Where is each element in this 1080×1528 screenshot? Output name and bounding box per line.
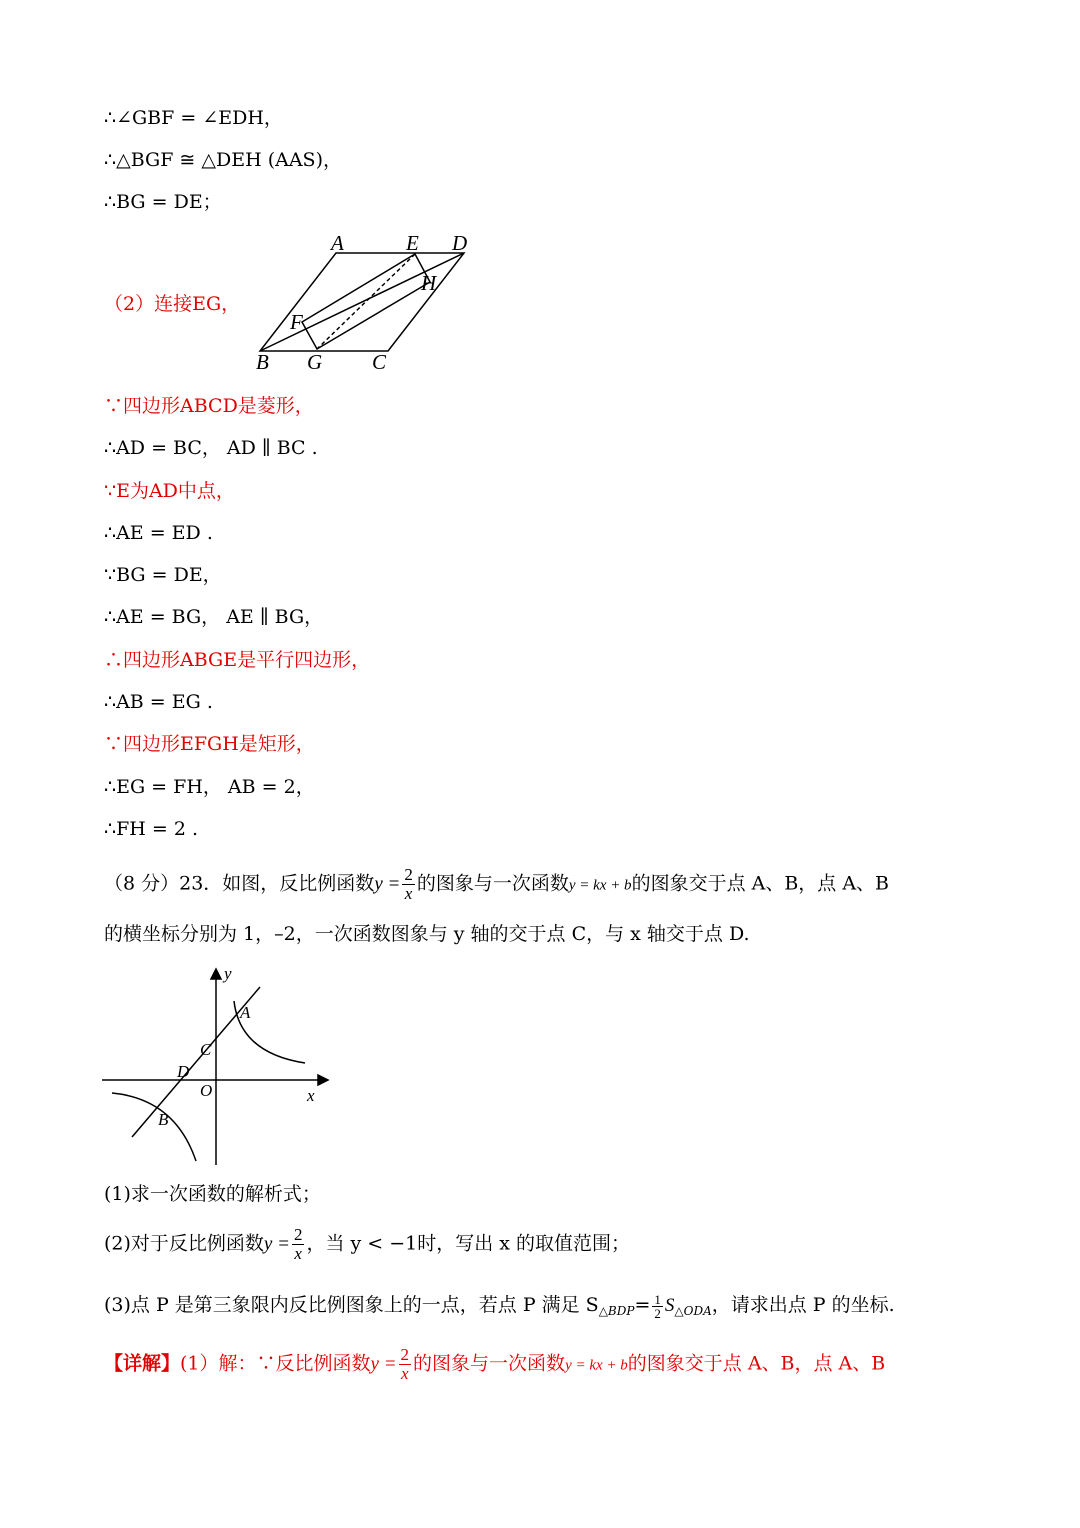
rectangle-efgh bbox=[302, 254, 430, 349]
proof-line bbox=[104, 477, 235, 505]
denominator: 2 bbox=[654, 1305, 661, 1321]
numerator: 2 bbox=[293, 1225, 303, 1244]
label-o: O bbox=[200, 1081, 213, 1100]
text: (1）解：∵反比例函数 bbox=[180, 1352, 371, 1375]
fraction-half bbox=[652, 1293, 663, 1320]
text: ∴AD = BC， AD ∥ BC . bbox=[104, 437, 318, 459]
proof-line bbox=[104, 688, 213, 716]
text: (3)点 P 是第三象限内反比例图象上的一点，若点 P 满足 S bbox=[104, 1294, 599, 1316]
text: (1)求一次函数的解析式； bbox=[104, 1183, 321, 1205]
diagonal-bd bbox=[260, 253, 464, 351]
x-arrow bbox=[318, 1075, 328, 1085]
rhombus-figure bbox=[250, 230, 480, 375]
proof-line bbox=[104, 730, 315, 758]
text: ∴AE = ED . bbox=[104, 522, 213, 544]
proof-line bbox=[104, 146, 342, 174]
function-graph bbox=[100, 965, 330, 1165]
label-h: H bbox=[421, 271, 437, 295]
label-d: D bbox=[177, 1062, 190, 1081]
proof-line bbox=[104, 603, 323, 631]
label-c: C bbox=[372, 350, 387, 374]
text: ，请求出点 P 的坐标. bbox=[711, 1294, 895, 1316]
label-d: D bbox=[452, 231, 468, 255]
question-23-line1 bbox=[104, 866, 889, 903]
fraction bbox=[399, 1346, 412, 1383]
proof-line bbox=[104, 188, 222, 216]
text: ∴AE = BG， AE ∥ BG， bbox=[104, 606, 324, 628]
linear: y = kx + b bbox=[565, 1357, 628, 1374]
text: （2）连接EG， bbox=[104, 293, 241, 315]
proof-line bbox=[104, 773, 315, 801]
text: (2)对于反比例函数 bbox=[104, 1232, 264, 1255]
y-arrow bbox=[211, 969, 221, 979]
proof-line bbox=[104, 392, 314, 420]
fraction bbox=[292, 1226, 305, 1263]
proof-line bbox=[104, 561, 222, 589]
s-symbol: S bbox=[664, 1295, 675, 1316]
detail-tag: 【详解】 bbox=[104, 1352, 181, 1375]
text: 的图象交于点 A、B，点 A、B bbox=[627, 1352, 886, 1375]
label-y: y bbox=[224, 965, 232, 983]
text: ∵BG = DE， bbox=[104, 564, 222, 586]
sub-question-2 bbox=[104, 1226, 630, 1263]
label-f: F bbox=[290, 310, 303, 334]
proof-line bbox=[104, 646, 370, 674]
question-23-line2 bbox=[104, 920, 750, 948]
text: ∴FH = 2 . bbox=[104, 818, 199, 840]
label-b: B bbox=[256, 350, 269, 374]
yeq: y = bbox=[370, 1353, 397, 1375]
text: ∵E为AD中点， bbox=[104, 480, 235, 502]
q23-mid1: 的图象与一次函数 bbox=[416, 872, 569, 895]
fraction bbox=[402, 866, 415, 903]
label-c: C bbox=[200, 1040, 212, 1059]
text: ∴EG = FH， AB = 2， bbox=[104, 776, 315, 798]
proof-line bbox=[104, 815, 198, 843]
text: ，当 y < −1时，写出 x 的取值范围； bbox=[306, 1232, 631, 1255]
label-g: G bbox=[307, 350, 323, 374]
sub-question-1 bbox=[104, 1180, 321, 1208]
proof-line bbox=[104, 104, 283, 132]
numerator: 2 bbox=[404, 865, 413, 884]
proof-line bbox=[104, 434, 318, 462]
subscript: △ODA bbox=[674, 1304, 712, 1318]
q23-linear: y = kx + b bbox=[568, 877, 632, 894]
q23-mid2: 的图象交于点 A、B，点 A、B bbox=[631, 872, 890, 895]
label-e: E bbox=[406, 231, 419, 255]
label-b: B bbox=[158, 1110, 169, 1129]
hyperbola-q3 bbox=[112, 1093, 196, 1161]
equals: = bbox=[634, 1294, 651, 1316]
label-x: x bbox=[307, 1086, 315, 1105]
text: ∴∠GBF = ∠EDH， bbox=[104, 107, 283, 129]
text: 的图象与一次函数 bbox=[413, 1352, 566, 1375]
q23-prefix: （8 分）23．如图，反比例函数 bbox=[104, 872, 375, 895]
label-a: A bbox=[331, 231, 344, 255]
text: ∴AB = EG . bbox=[104, 691, 213, 713]
numerator: 2 bbox=[400, 1345, 410, 1364]
text: 的横坐标分别为 1，–2，一次函数图象与 y 轴的交于点 C，与 x 轴交于点 D. bbox=[104, 923, 750, 945]
proof-line bbox=[104, 290, 240, 318]
text: ∴BG = DE； bbox=[104, 191, 222, 213]
label-a: A bbox=[240, 1003, 251, 1022]
text: ∴四边形ABGE是平行四边形， bbox=[104, 649, 371, 671]
text: ∵四边形EFGH是矩形， bbox=[104, 733, 315, 755]
detail-line bbox=[104, 1346, 885, 1383]
numerator: 1 bbox=[654, 1291, 661, 1307]
denominator: x bbox=[401, 1364, 409, 1383]
text: ∵四边形ABCD是菱形， bbox=[104, 395, 314, 417]
yeq: y = bbox=[263, 1233, 290, 1255]
text: ∴△BGF ≅ △DEH (AAS)， bbox=[104, 149, 342, 171]
subscript: △BDP bbox=[598, 1304, 635, 1318]
proof-line bbox=[104, 519, 213, 547]
sub-question-3 bbox=[104, 1288, 895, 1328]
denominator: x bbox=[404, 884, 413, 903]
denominator: x bbox=[294, 1244, 302, 1263]
q23-yeq: y = bbox=[374, 873, 401, 895]
